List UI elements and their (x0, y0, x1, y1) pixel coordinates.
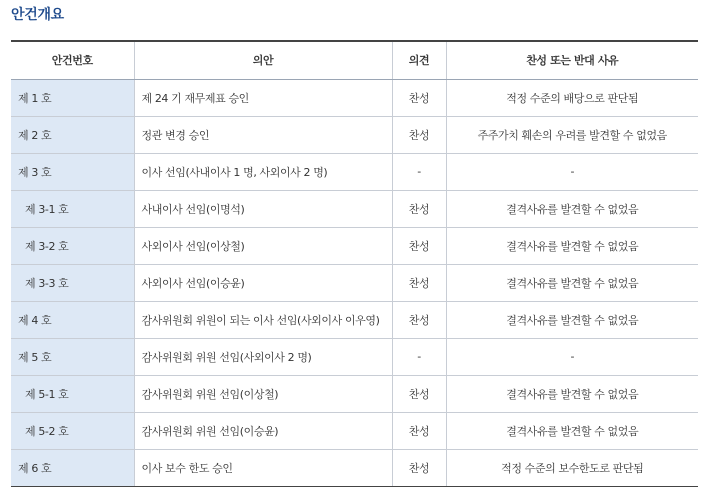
agenda-item-cell: 감사위원회 위원이 되는 이사 선임(사외이사 이우영) (134, 301, 392, 338)
reason-cell: 결격사유를 발견할 수 없었음 (446, 190, 698, 227)
reason-cell: 결격사유를 발견할 수 없었음 (446, 227, 698, 264)
table-row (11, 79, 698, 116)
opinion-cell: 찬성 (392, 412, 446, 449)
agenda-item-cell: 감사위원회 위원 선임(사외이사 2 명) (134, 338, 392, 375)
reason-cell: - (446, 338, 698, 375)
opinion-cell: 찬성 (392, 79, 446, 116)
opinion-cell: 찬성 (392, 227, 446, 264)
table-row (11, 412, 698, 449)
reason-cell: 결격사유를 발견할 수 없었음 (446, 301, 698, 338)
page-title: 안건개요 (11, 7, 64, 23)
opinion-cell: 찬성 (392, 264, 446, 301)
header-number: 안건번호 (11, 41, 134, 79)
table-row (11, 449, 698, 486)
agenda-item-cell: 사외이사 선임(이승윤) (134, 264, 392, 301)
reason-cell: 적정 수준의 배당으로 판단됨 (446, 79, 698, 116)
table-row (11, 227, 698, 264)
reason-cell: 적정 수준의 보수한도로 판단됨 (446, 449, 698, 486)
agenda-item-cell: 감사위원회 위원 선임(이승윤) (134, 412, 392, 449)
table-header-row (11, 41, 698, 79)
opinion-cell: - (392, 153, 446, 190)
agenda-number-cell: 제 3-1 호 (11, 190, 134, 227)
table-row (11, 153, 698, 190)
agenda-item-cell: 사내이사 선임(이명석) (134, 190, 392, 227)
reason-cell: 결격사유를 발견할 수 없었음 (446, 412, 698, 449)
table-row (11, 190, 698, 227)
header-item: 의안 (134, 41, 392, 79)
agenda-number-cell: 제 5-1 호 (11, 375, 134, 412)
opinion-cell: 찬성 (392, 375, 446, 412)
header-reason: 찬성 또는 반대 사유 (446, 41, 698, 79)
agenda-number-cell: 제 3-2 호 (11, 227, 134, 264)
agenda-number-cell: 제 2 호 (11, 116, 134, 153)
opinion-cell: 찬성 (392, 190, 446, 227)
reason-cell: 주주가치 훼손의 우려를 발견할 수 없었음 (446, 116, 698, 153)
reason-cell: 결격사유를 발견할 수 없었음 (446, 264, 698, 301)
agenda-item-cell: 사외이사 선임(이상철) (134, 227, 392, 264)
agenda-number-cell: 제 3 호 (11, 153, 134, 190)
agenda-number-cell: 제 1 호 (11, 79, 134, 116)
opinion-cell: 찬성 (392, 449, 446, 486)
agenda-table (11, 40, 698, 487)
agenda-number-cell: 제 3-3 호 (11, 264, 134, 301)
agenda-item-cell: 정관 변경 승인 (134, 116, 392, 153)
agenda-number-cell: 제 4 호 (11, 301, 134, 338)
opinion-cell: - (392, 338, 446, 375)
reason-cell: 결격사유를 발견할 수 없었음 (446, 375, 698, 412)
table-row (11, 338, 698, 375)
reason-cell: - (446, 153, 698, 190)
agenda-item-cell: 이사 보수 한도 승인 (134, 449, 392, 486)
opinion-cell: 찬성 (392, 301, 446, 338)
table-row (11, 116, 698, 153)
agenda-number-cell: 제 5 호 (11, 338, 134, 375)
agenda-item-cell: 제 24 기 재무제표 승인 (134, 79, 392, 116)
agenda-number-cell: 제 6 호 (11, 449, 134, 486)
agenda-item-cell: 이사 선임(사내이사 1 명, 사외이사 2 명) (134, 153, 392, 190)
table-row (11, 264, 698, 301)
header-opinion: 의견 (392, 41, 446, 79)
opinion-cell: 찬성 (392, 116, 446, 153)
table-row (11, 375, 698, 412)
agenda-item-cell: 감사위원회 위원 선임(이상철) (134, 375, 392, 412)
table-row (11, 301, 698, 338)
agenda-number-cell: 제 5-2 호 (11, 412, 134, 449)
